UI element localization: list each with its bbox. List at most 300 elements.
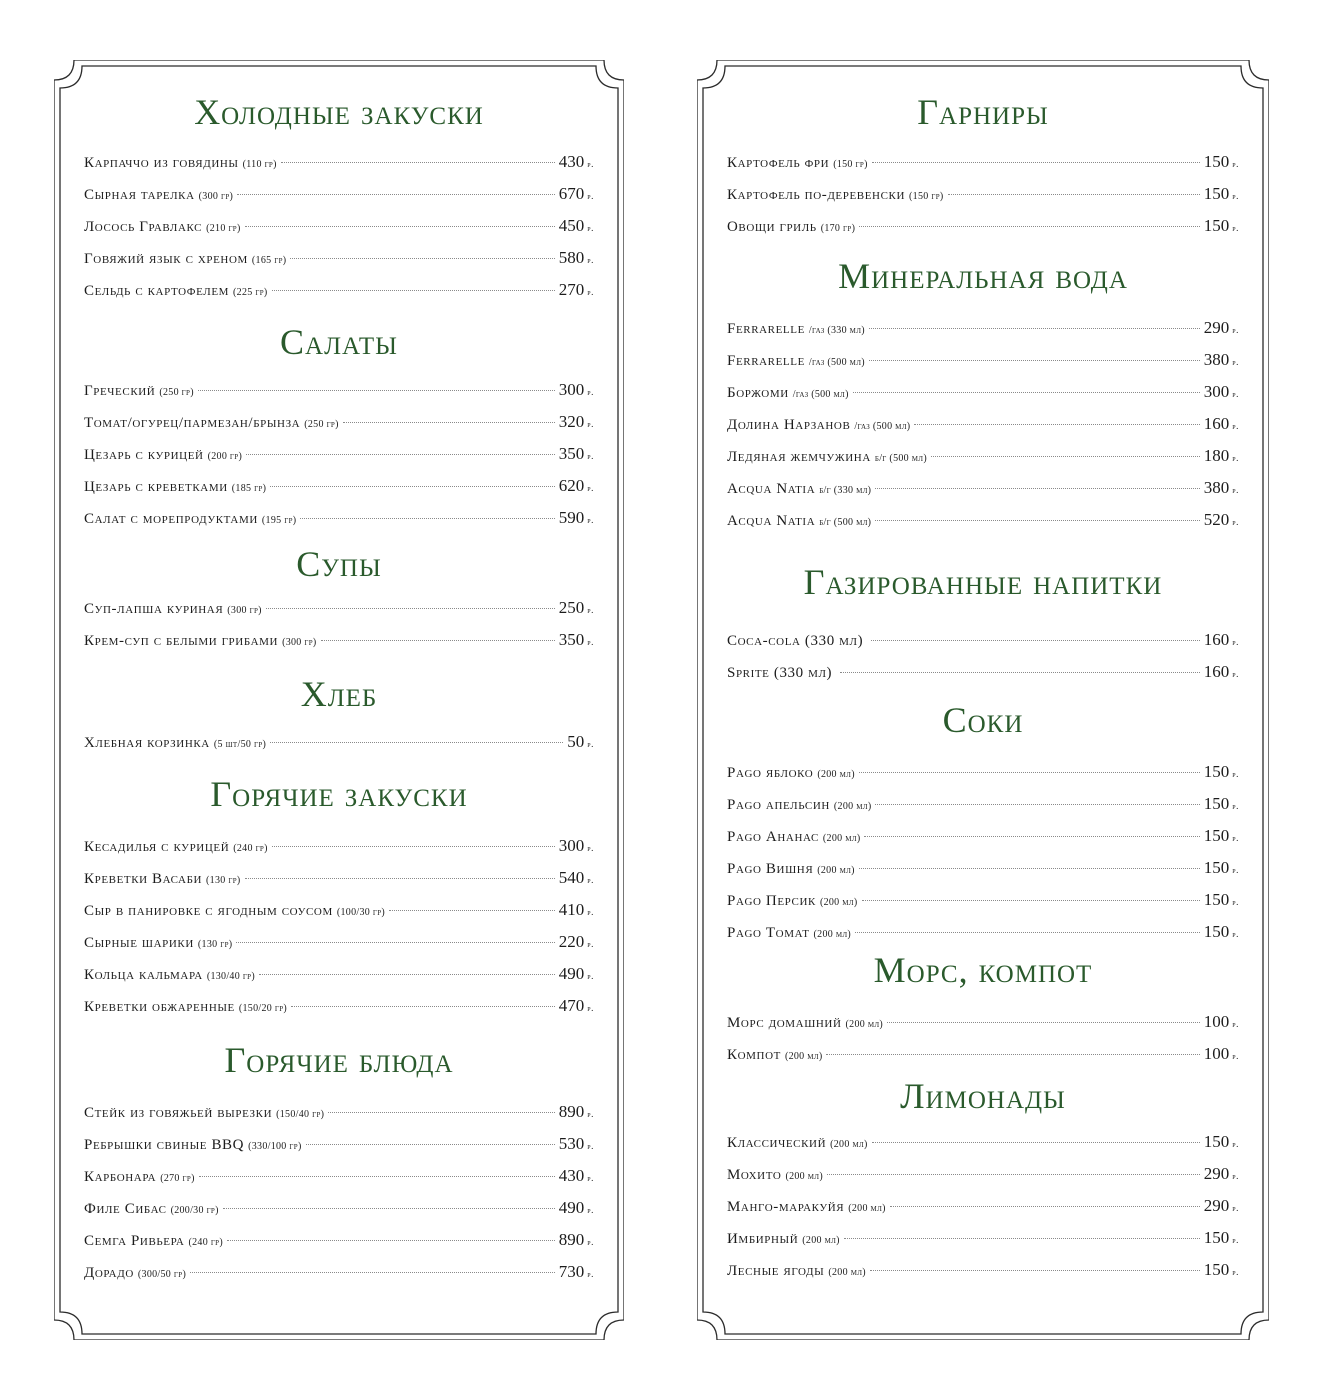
dot-leader: [190, 1272, 555, 1273]
dot-leader: [223, 1208, 555, 1209]
item-price: 450: [558, 216, 585, 235]
item-weight: (200 мл): [833, 801, 872, 812]
menu-item: [84, 1224, 594, 1256]
dot-leader: [245, 226, 555, 227]
item-weight: б/г (500 мл): [819, 517, 872, 528]
menu-item: [84, 406, 594, 438]
item-weight: (150/20 гр): [238, 1003, 288, 1014]
menu-item: [84, 1256, 594, 1288]
item-price: 50: [567, 732, 585, 751]
item-currency: р.: [587, 287, 594, 297]
dot-leader: [199, 1176, 555, 1177]
item-name: Ребрышки свиные BBQ: [84, 1137, 245, 1153]
dot-leader: [281, 162, 555, 163]
dot-leader: [855, 932, 1200, 933]
item-price: 290: [1203, 1196, 1230, 1215]
menu-item: [727, 916, 1239, 948]
item-currency: р.: [1232, 1139, 1239, 1149]
section-soups: [84, 546, 594, 656]
item-name: Греческий: [84, 383, 156, 399]
menu-item: [727, 504, 1239, 536]
item-weight: (200 мл): [845, 1019, 884, 1030]
section-bread: [84, 676, 594, 758]
item-name: Картофель фри: [727, 155, 830, 171]
item-name: Креветки Васаби: [84, 871, 203, 887]
item-name: Картофель по-деревенски: [727, 187, 906, 203]
menu-item: [727, 1126, 1239, 1158]
menu-item: [727, 820, 1239, 852]
item-price: 160: [1203, 414, 1230, 433]
menu-item: [727, 178, 1239, 210]
item-currency: р.: [1232, 1051, 1239, 1061]
item-name: Томат/огурец/пармезан/брынза: [84, 415, 301, 431]
dot-leader: [890, 1206, 1200, 1207]
dot-leader: [290, 258, 554, 259]
item-price: 730: [558, 1262, 585, 1281]
item-name: Pago Томат: [727, 925, 810, 941]
item-name: Хлебная корзинка: [84, 735, 210, 751]
dot-leader: [245, 878, 555, 879]
item-weight: (200 мл): [817, 865, 855, 876]
item-name: Лесные ягоды: [727, 1263, 825, 1279]
dot-leader: [291, 1006, 555, 1007]
menu-item: [727, 210, 1239, 242]
item-weight: (200 мл): [830, 1139, 868, 1150]
dot-leader: [270, 742, 563, 743]
item-price: 250: [558, 598, 585, 617]
item-currency: р.: [587, 939, 594, 949]
item-weight: (200 мл): [784, 1051, 823, 1062]
item-name: Боржоми: [727, 385, 789, 401]
item-currency: р.: [587, 1173, 594, 1183]
item-price: 470: [558, 996, 585, 1015]
item-currency: р.: [1232, 357, 1239, 367]
item-weight: (110 гр): [242, 159, 277, 170]
item-weight: (200 мл): [813, 929, 852, 940]
item-weight: /газ (330 мл): [808, 325, 865, 336]
item-price: 160: [1203, 630, 1230, 649]
item-weight: /газ (500 мл): [854, 421, 911, 432]
dot-leader: [328, 1112, 554, 1113]
section-title: Холодные закуски: [194, 92, 484, 132]
menu-item: [84, 210, 594, 242]
menu-item: [727, 472, 1239, 504]
item-currency: р.: [587, 971, 594, 981]
menu-item: [84, 958, 594, 990]
item-price: 430: [558, 152, 585, 171]
dot-leader: [300, 518, 554, 519]
item-name: Ледяная жемчужина: [727, 449, 871, 465]
item-currency: р.: [1232, 669, 1239, 679]
menu-item: [84, 502, 594, 534]
menu-item: [727, 344, 1239, 376]
item-name: Кольца кальмара: [84, 967, 203, 983]
section-lemonades: [727, 1078, 1239, 1286]
dot-leader: [272, 290, 555, 291]
item-weight: (200 мл): [802, 1235, 840, 1246]
item-name: Компот: [727, 1047, 781, 1063]
item-weight: (200 мл): [828, 1267, 866, 1278]
item-name: Креветки обжаренные: [84, 999, 235, 1015]
item-currency: р.: [1232, 517, 1239, 527]
item-weight: /газ (500 мл): [792, 389, 849, 400]
menu-item: [84, 592, 594, 624]
dot-leader: [864, 836, 1199, 837]
dot-leader: [270, 486, 554, 487]
section-title: Хлеб: [300, 674, 378, 714]
item-weight: (200 гр): [207, 451, 243, 462]
section-title: Морс, компот: [873, 950, 1093, 990]
item-name: Acqua Natia: [727, 513, 816, 529]
item-currency: р.: [1232, 1203, 1239, 1213]
item-price: 290: [1203, 318, 1230, 337]
item-weight: (195 гр): [261, 515, 297, 526]
dot-leader: [887, 1022, 1200, 1023]
dot-leader: [198, 390, 555, 391]
menu-item: [84, 894, 594, 926]
item-name: Манго-маракуйя: [727, 1199, 845, 1215]
menu-item: [727, 884, 1239, 916]
menu-item: [84, 1096, 594, 1128]
item-price: 350: [558, 444, 585, 463]
item-name: Сыр в панировке с ягодным соусом: [84, 903, 333, 919]
item-weight: (185 гр): [231, 483, 267, 494]
dot-leader: [869, 328, 1200, 329]
item-name: Лосось Гравлакс: [84, 219, 203, 235]
item-currency: р.: [587, 1205, 594, 1215]
section-juices: [727, 702, 1239, 948]
item-currency: р.: [587, 223, 594, 233]
section-cold-appetizers: [84, 94, 594, 306]
item-weight: (300 гр): [198, 191, 234, 202]
item-price: 160: [1203, 662, 1230, 681]
section-title: Салаты: [280, 322, 398, 362]
item-name: Крем-суп с белыми грибами: [84, 633, 279, 649]
item-currency: р.: [1232, 801, 1239, 811]
item-weight: (270 гр): [160, 1173, 195, 1184]
item-weight: (200 мл): [785, 1171, 823, 1182]
item-name: Pago Персик: [727, 893, 816, 909]
item-price: 150: [1203, 1228, 1230, 1247]
dot-leader: [259, 974, 555, 975]
dot-leader: [827, 1174, 1200, 1175]
item-currency: р.: [1232, 421, 1239, 431]
item-currency: р.: [1232, 833, 1239, 843]
menu-item: [84, 374, 594, 406]
item-weight: (130 гр): [197, 939, 233, 950]
menu-item: [84, 862, 594, 894]
item-weight: (170 гр): [820, 223, 856, 234]
item-name: Сельдь с картофелем: [84, 283, 230, 299]
item-name: Кесадилья с курицей: [84, 839, 230, 855]
menu-item: [727, 756, 1239, 788]
dot-leader: [869, 360, 1200, 361]
dot-leader: [859, 226, 1200, 227]
section-title: Лимонады: [900, 1076, 1066, 1116]
dot-leader: [844, 1238, 1200, 1239]
item-weight: (150 гр): [833, 159, 868, 170]
dot-leader: [948, 194, 1200, 195]
item-price: 150: [1203, 922, 1230, 941]
item-currency: р.: [587, 843, 594, 853]
menu-item: [727, 1038, 1239, 1070]
menu-item: [84, 438, 594, 470]
item-name: Coca-cola (330 мл): [727, 633, 864, 649]
menu-item: [84, 1128, 594, 1160]
item-currency: р.: [1232, 453, 1239, 463]
item-price: 490: [558, 1198, 585, 1217]
dot-leader: [872, 1142, 1200, 1143]
item-name: Pago Вишня: [727, 861, 814, 877]
item-price: 300: [1203, 382, 1230, 401]
item-price: 300: [558, 380, 585, 399]
menu-item: [727, 408, 1239, 440]
item-price: 100: [1203, 1012, 1230, 1031]
item-price: 670: [558, 184, 585, 203]
dot-leader: [227, 1240, 555, 1241]
item-price: 150: [1203, 762, 1230, 781]
item-name: Салат с морепродуктами: [84, 511, 258, 527]
item-weight: (240 гр): [188, 1237, 223, 1248]
item-name: Цезарь с креветками: [84, 479, 228, 495]
item-weight: (200 мл): [822, 833, 861, 844]
menu-item: [727, 1190, 1239, 1222]
item-weight: (225 гр): [233, 287, 268, 298]
item-currency: р.: [1232, 223, 1239, 233]
item-weight: (165 гр): [251, 255, 287, 266]
section-title: Горячие закуски: [210, 774, 468, 814]
menu-item: [84, 926, 594, 958]
item-weight: (150/40 гр): [276, 1109, 325, 1120]
dot-leader: [840, 672, 1200, 673]
item-currency: р.: [587, 1237, 594, 1247]
item-price: 530: [558, 1134, 585, 1153]
dot-leader: [343, 422, 555, 423]
section-mineral-water: [727, 258, 1239, 536]
dot-leader: [853, 392, 1200, 393]
item-price: 150: [1203, 826, 1230, 845]
item-weight: (250 гр): [159, 387, 194, 398]
item-name: Sprite (330 мл): [727, 665, 833, 681]
item-price: 150: [1203, 184, 1230, 203]
item-weight: (300 гр): [227, 605, 262, 616]
item-weight: (100/30 гр): [336, 907, 386, 918]
section-hot-dishes: [84, 1042, 594, 1288]
item-currency: р.: [587, 1141, 594, 1151]
item-price: 220: [558, 932, 585, 951]
menu-item: [727, 852, 1239, 884]
item-currency: р.: [587, 255, 594, 265]
item-name: Суп-лапша куриная: [84, 601, 224, 617]
dot-leader: [389, 910, 555, 911]
item-weight: б/г (330 мл): [819, 485, 872, 496]
section-soft-drinks: [727, 564, 1239, 688]
item-price: 890: [558, 1230, 585, 1249]
item-name: Дорадо: [84, 1265, 134, 1281]
item-currency: р.: [1232, 1267, 1239, 1277]
item-price: 620: [558, 476, 585, 495]
dot-leader: [272, 846, 555, 847]
menu-item: [84, 624, 594, 656]
item-currency: р.: [587, 159, 594, 169]
item-currency: р.: [587, 739, 594, 749]
item-price: 150: [1203, 152, 1230, 171]
item-price: 590: [558, 508, 585, 527]
menu-item: [84, 726, 594, 758]
item-currency: р.: [587, 1109, 594, 1119]
menu-item: [84, 146, 594, 178]
dot-leader: [914, 424, 1199, 425]
item-price: 150: [1203, 1260, 1230, 1279]
item-price: 520: [1203, 510, 1230, 529]
menu-item: [727, 624, 1239, 656]
item-name: Морс домашний: [727, 1015, 842, 1031]
item-weight: (5 шт/50 гр): [213, 739, 267, 750]
dot-leader: [266, 608, 555, 609]
menu-item: [727, 656, 1239, 688]
item-currency: р.: [1232, 929, 1239, 939]
item-price: 300: [558, 836, 585, 855]
item-price: 270: [558, 280, 585, 299]
menu-item: [727, 376, 1239, 408]
item-name: Ferrarelle: [727, 353, 805, 369]
item-price: 540: [558, 868, 585, 887]
menu-item: [727, 1222, 1239, 1254]
item-price: 150: [1203, 890, 1230, 909]
menu-item: [727, 1254, 1239, 1286]
item-currency: р.: [1232, 1171, 1239, 1181]
menu-item: [727, 788, 1239, 820]
section-title: Супы: [296, 544, 382, 584]
item-weight: (200/30 гр): [170, 1205, 219, 1216]
item-currency: р.: [1232, 485, 1239, 495]
item-weight: (200 мл): [817, 769, 855, 780]
item-weight: (300 гр): [282, 637, 317, 648]
item-price: 290: [1203, 1164, 1230, 1183]
dot-leader: [246, 454, 555, 455]
item-currency: р.: [587, 515, 594, 525]
dot-leader: [931, 456, 1200, 457]
item-name: Цезарь с курицей: [84, 447, 204, 463]
item-name: Pago апельсин: [727, 797, 830, 813]
item-currency: р.: [587, 419, 594, 429]
item-currency: р.: [1232, 865, 1239, 875]
dot-leader: [870, 1270, 1200, 1271]
dot-leader: [826, 1054, 1199, 1055]
item-weight: (130/40 гр): [206, 971, 255, 982]
item-name: Овощи гриль: [727, 219, 817, 235]
item-currency: р.: [1232, 325, 1239, 335]
item-price: 890: [558, 1102, 585, 1121]
dot-leader: [859, 868, 1200, 869]
item-weight: (240 гр): [233, 843, 268, 854]
menu-item: [84, 178, 594, 210]
item-price: 150: [1203, 216, 1230, 235]
item-currency: р.: [1232, 1019, 1239, 1029]
dot-leader: [875, 488, 1199, 489]
menu-item: [727, 312, 1239, 344]
item-name: Говяжий язык с хреном: [84, 251, 248, 267]
dot-leader: [862, 900, 1200, 901]
menu-item: [727, 1006, 1239, 1038]
dot-leader: [306, 1144, 555, 1145]
item-name: Pago Ананас: [727, 829, 819, 845]
menu-item: [727, 1158, 1239, 1190]
dot-leader: [871, 640, 1200, 641]
item-currency: р.: [587, 387, 594, 397]
item-currency: р.: [1232, 769, 1239, 779]
item-price: 100: [1203, 1044, 1230, 1063]
item-name: Карбонара: [84, 1169, 157, 1185]
item-currency: р.: [587, 605, 594, 615]
menu-item: [84, 274, 594, 306]
item-name: Стейк из говяжьей вырезки: [84, 1105, 273, 1121]
item-currency: р.: [587, 907, 594, 917]
item-name: Pago яблоко: [727, 765, 814, 781]
item-weight: б/г (500 мл): [874, 453, 927, 464]
item-name: Acqua Natia: [727, 481, 816, 497]
item-currency: р.: [587, 191, 594, 201]
section-title: Газированные напитки: [803, 562, 1163, 602]
dot-leader: [875, 804, 1199, 805]
item-price: 380: [1203, 350, 1230, 369]
menu-item: [84, 1192, 594, 1224]
item-price: 380: [1203, 478, 1230, 497]
item-name: Имбирный: [727, 1231, 799, 1247]
item-name: Классический: [727, 1135, 827, 1151]
item-currency: р.: [587, 1269, 594, 1279]
item-price: 150: [1203, 794, 1230, 813]
menu-item: [84, 990, 594, 1022]
menu-item: [84, 470, 594, 502]
section-salads: [84, 324, 594, 534]
item-name: Мохито: [727, 1167, 782, 1183]
item-currency: р.: [1232, 159, 1239, 169]
item-currency: р.: [1232, 637, 1239, 647]
section-title: Горячие блюда: [224, 1040, 454, 1080]
item-weight: (150 гр): [909, 191, 944, 202]
item-currency: р.: [587, 875, 594, 885]
item-weight: (200 мл): [848, 1203, 886, 1214]
item-weight: (200 мл): [819, 897, 858, 908]
item-currency: р.: [587, 451, 594, 461]
item-name: Сырные шарики: [84, 935, 194, 951]
section-title: Соки: [942, 700, 1024, 740]
item-price: 150: [1203, 1132, 1230, 1151]
menu-item: [727, 146, 1239, 178]
item-currency: р.: [587, 483, 594, 493]
item-price: 150: [1203, 858, 1230, 877]
item-weight: (210 гр): [206, 223, 241, 234]
item-price: 490: [558, 964, 585, 983]
dot-leader: [321, 640, 555, 641]
item-weight: (300/50 гр): [137, 1269, 187, 1280]
dot-leader: [872, 162, 1200, 163]
item-name: Сырная тарелка: [84, 187, 195, 203]
menu-page-left: [54, 60, 624, 1340]
item-weight: (250 гр): [304, 419, 339, 430]
item-weight: (130 гр): [206, 875, 241, 886]
section-hot-appetizers: [84, 776, 594, 1022]
item-price: 580: [558, 248, 585, 267]
section-title: Гарниры: [917, 92, 1049, 132]
section-mors-compote: [727, 952, 1239, 1070]
item-price: 430: [558, 1166, 585, 1185]
item-name: Семга Ривьера: [84, 1233, 185, 1249]
item-name: Ferrarelle: [727, 321, 805, 337]
item-currency: р.: [1232, 389, 1239, 399]
item-price: 350: [558, 630, 585, 649]
